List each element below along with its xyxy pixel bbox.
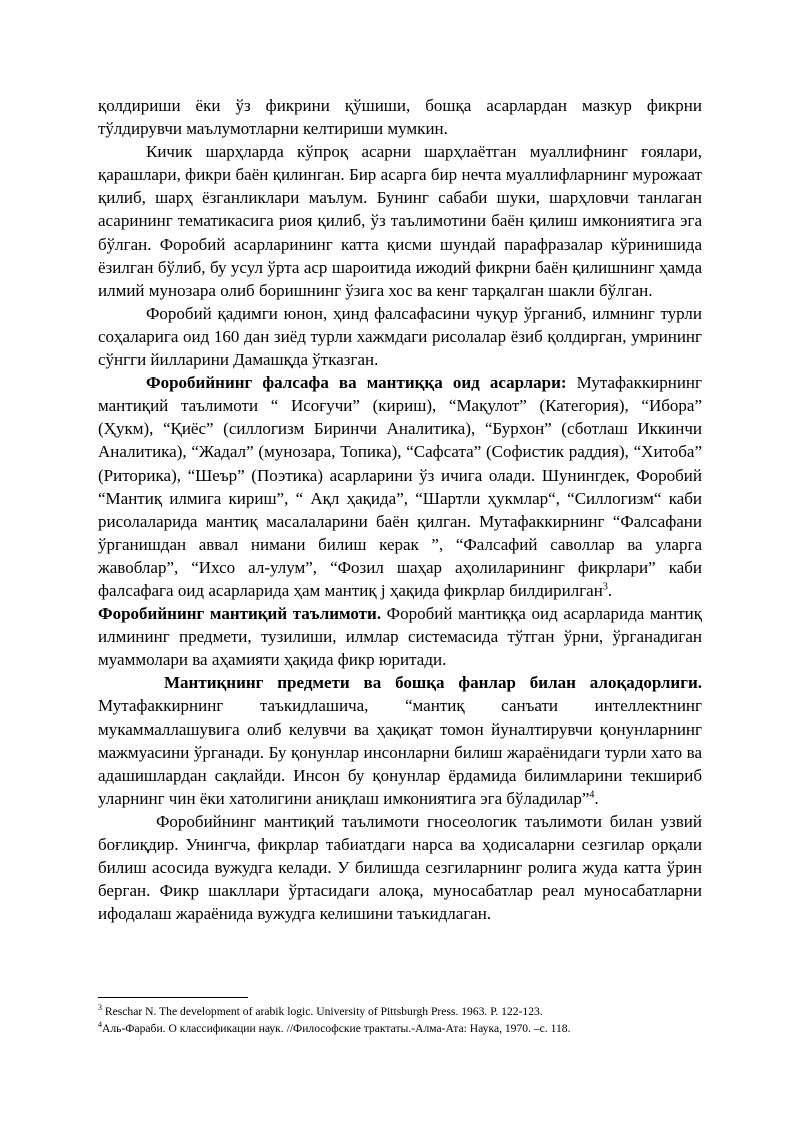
section-heading-logic-works: Форобийнинг фалсафа ва мантиққа оид асарлари:	[146, 373, 567, 393]
footnote-ref-3[interactable]: 3	[602, 581, 608, 593]
paragraph-text: Мутафаккирнинг мантиқий таълимоти “ Исоғучи” (кириш), “Мақулот” (Категория), “Ибора” (Ҳукм), “Қиёс” (силлогизм Биринчи Аналитика), “Бурхон” (сботлаш Иккинчи Аналитика), “Жадал” (мунозара, Топика), “Сафсата” (Софистик раддия), “Хитоба” (Риторика), “Шеър” (Поэтика) асарларини ўз ичига олади. Шунингдек, Форобий “Мантиқ илмига кириш”, “ Ақл ҳақида”, “Шартли ҳукмлар“, “Силлогизм“ каби рисолаларида мантиқ масалаларини баён қилган. Мутафаккирнинг “Фалсафани ўрганишдан аввал нимани билиш керак ”, “Фалсафий саволлар ва уларга жавоблар”, “Ихсо ал-улум”, “Фозил шаҳар аҳолиларининг фикрлари” каби фалсафага оид асарларида ҳам мантиқ ј ҳақида фикрлар билдирилган	[98, 373, 702, 600]
footnote-4	[98, 1020, 702, 1037]
footnote-ref-4[interactable]: 4	[589, 789, 595, 801]
paragraph-farabi-works	[98, 302, 702, 371]
paragraph-text: Форобий қадимги юнон, ҳинд фалсафасини чуқур ўрганиб, илмнинг турли соҳаларига оид 160 дан зиёд турли хажмдаги рисолалар ёзиб қолдирган, умрининг сўнгги йилларини Дамашқда ўтказган.	[98, 303, 702, 370]
section-heading-logic-teaching: Форобийнинг мантиқий таълимоти.	[98, 604, 382, 624]
paragraph-end: .	[594, 788, 599, 808]
paragraph-logic-subject	[98, 671, 702, 810]
paragraph-text: Форобийнинг мантиқий таълимоти гносеологик таълимоти билан узвий боғлиқдир. Унингча, фикрлар табиатдаги нарса ва ҳодисаларни сезгилар орқали билиш асосида вужудга келади. У билишда сезгиларнинг ролига жуда катта ўрин берган. Фикр шакллари ўртасидаги алоқа, муносабатлар реал муносабатларни ифодалаш жараёнида вужудга келишини таъкидлаган.	[98, 811, 702, 924]
document-body	[98, 94, 702, 925]
paragraph-text: Форобий мантиққа оид асарларида мантиқ илмининг предмети, тузилиши, илмлар системасида тўтган ўрни, ўрганадиган муаммолари ва аҳамияти ҳақида фикр юритади.	[98, 604, 702, 670]
paragraph-continuation	[98, 94, 702, 140]
paragraph-logic-teaching	[98, 602, 702, 671]
footnote-text: Аль-Фараби. О классификации наук. //Философские трактаты.-Алма-Ата: Наука, 1970. –с. 118.	[102, 1022, 571, 1035]
footnote-text: Reschar N. The development of arabik logic. University of Pittsburgh Press. 1963. P. 122-123.	[102, 1005, 543, 1018]
footnote-mark: 4	[98, 1020, 102, 1030]
paragraph-text: Мутафаккирнинг таъкидлашича, “мантиқ санъати интеллектнинг мукаммаллашувига олиб келувчи ва ҳақиқат томон йуналтирувчи қонунларнинг мажмуасини ўрганади. Бу қонунлар инсонларни билиш жараёнидаги турли хато ва адашишлардан сақлайди. Инсон бу қонунлар ёрдамида билимларини текшириб уларнинг чин ёки хатолигини аниқлаш имкониятига эга бўладилар”	[98, 696, 702, 808]
paragraph-commentaries	[98, 140, 702, 302]
footnote-mark: 3	[98, 1003, 102, 1013]
paragraph-end: .	[607, 580, 613, 600]
footnotes	[98, 1003, 702, 1037]
footnote-3	[98, 1003, 702, 1020]
paragraph-text: қолдириши ёки ўз фикрини қўшиши, бошқа асарлардан мазкур фикрни тўлдирувчи маълумотларни келтириши мумкин.	[98, 96, 702, 139]
paragraph-text: Кичик шарҳларда кўпроқ асарни шарҳлаётган муаллифнинг ғоялари, қарашлари, фикри баён қилинган. Бир асарга бир нечта муаллифларнинг мурожаат қилиб, шарҳ ёзганликлари маълум. Бунинг сабаби шуки, шарҳловчи танлаган асарининг тематикасига риоя қилиб, ўз таълимотини баён қилиш имкониятига эга бўлган. Форобий асарларининг катта қисми шундай парафразалар кўринишида ёзилган бўлиб, бу усул ўрта аср шароитида ижодий фикрни баён қилишнинг ҳамда илмий мунозара олиб боришнинг ўзига хос ва кенг тарқалган шакли бўлган.	[98, 142, 702, 300]
section-heading-logic-subject: Мантиқнинг предмети ва бошқа фанлар билан алоқадорлиги.	[164, 673, 702, 693]
footnote-separator	[98, 997, 248, 998]
paragraph-gnoseology	[98, 810, 702, 925]
paragraph-logic-works	[98, 371, 702, 602]
